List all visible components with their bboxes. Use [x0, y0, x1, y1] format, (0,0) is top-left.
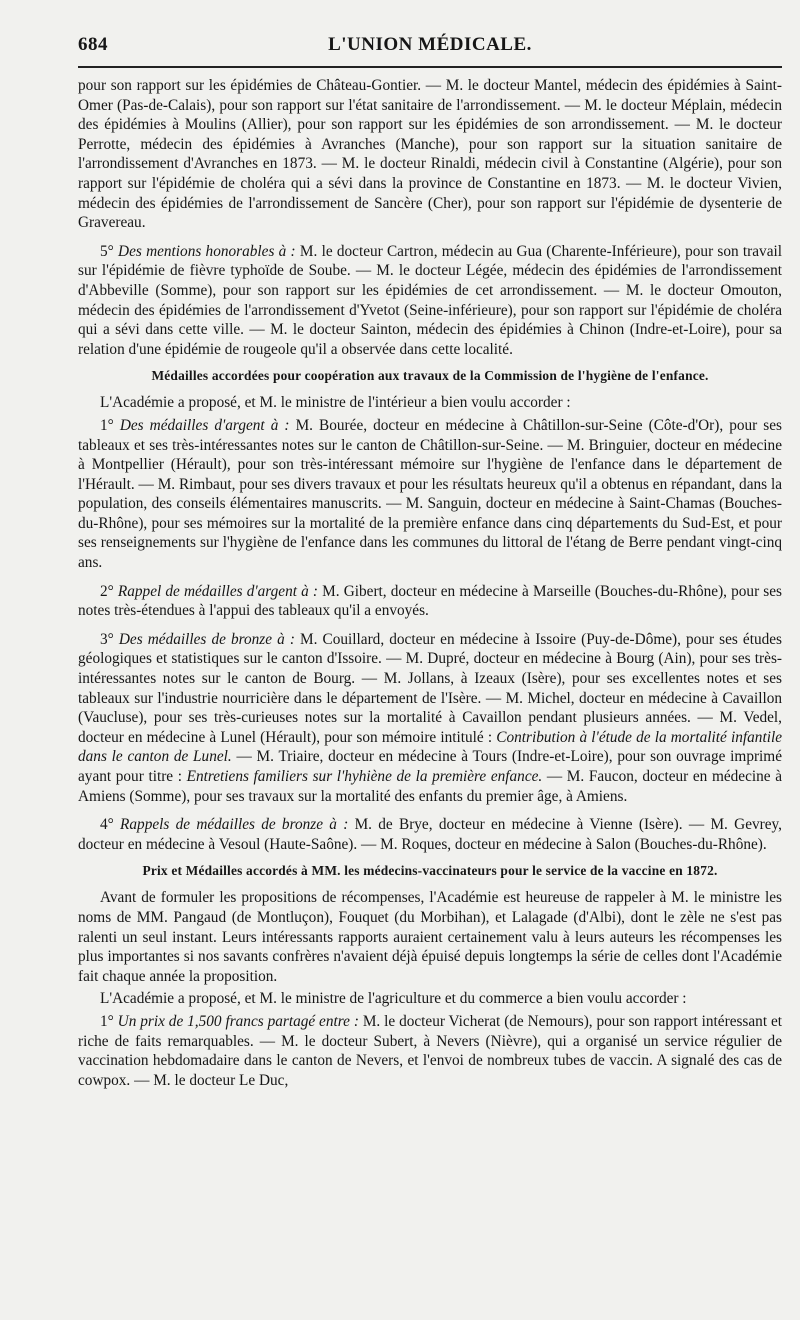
paragraph-honorable-mentions: [78, 242, 782, 360]
section-heading-child-hygiene: Médailles accordées pour coopération aux travaux de la Commission de l'hygiène de l'enfance.: [151, 368, 709, 384]
work-title: Entretiens familiers sur l'hyhiène de la première enfance.: [186, 768, 543, 785]
header-rule: [78, 66, 782, 68]
paragraph-silver-recall: [78, 582, 782, 621]
paragraph-text: M. Couillard, docteur en médecine à Issoire (Puy-de-Dôme), pour ses études géologiques et statistiques sur le canton d'Issoire. — M. Dupré, docteur en médecine à Bourg (Ain), pour ses très-intéressantes notes sur le canton de Bourg. — M. Jollans, à Izeaux (Isère), pour ses excellentes notes et ses tableaux sur l'industrie nourricière dans le département de l'Isère. — M. Michel, docteur en médecine à Cavaillon (Vaucluse), pour ses très-curieuses notes sur la mortalité à Cavaillon pendant plusieurs années. — M. Vedel, docteur en médecine à Lunel (Hérault), pour son mémoire intitulé :: [78, 630, 783, 746]
paragraph-academy-proposal: [78, 393, 782, 413]
paragraph-text: L'Académie a proposé, et M. le ministre de l'intérieur a bien voulu accorder :: [100, 394, 571, 412]
list-number: 2°: [100, 582, 118, 600]
list-number: 1°: [100, 416, 120, 434]
list-number: 1°: [100, 1012, 118, 1030]
article-body: [78, 76, 782, 1093]
paragraph-vaccine-intro: [78, 888, 782, 986]
section-label: Des mentions honorables à :: [118, 242, 296, 260]
page-number: 684: [78, 34, 108, 55]
section-label: Rappel de médailles d'argent à :: [117, 582, 319, 600]
section-label: Rappels de médailles de bronze à :: [120, 816, 349, 834]
paragraph-bronze-medals: [78, 630, 782, 806]
paragraph-text: pour son rapport sur les épidémies de Château-Gontier. — M. le docteur Mantel, médecin des épidémies à Saint-Omer (Pas-de-Calais), pour son rapport sur l'état sanitaire de l'arrondissement. — M. le docteur Méplain, médecin des épidémies à Moulins (Allier), pour son rapport sur les épidémies de son arrondissement. — M. le docteur Perrotte, médecin des épidémies à Avranches (Manche), pour son rapport sur la situation sanitaire de l'arrondissement d'Avranches en 1873. — M. le docteur Rinaldi, médecin civil à Constantine (Algérie), pour son rapport sur l'épidémie de choléra qui a sévi dans la province de Constantine en 1873. — M. le docteur Vivien, médecin des épidémies de l'arrondissement de Sancère (Cher), pour son rapport sur l'épidémie de dysenterie de Gravereau.: [78, 77, 782, 232]
list-number: 3°: [100, 630, 119, 648]
journal-title: L'UNION MÉDICALE.: [328, 34, 532, 55]
list-number: 4°: [100, 816, 121, 834]
paragraph-text: M. Bourée, docteur en médecine à Châtillon-sur-Seine (Côte-d'Or), pour ses tableaux et ses très-intéressantes notes sur le canton de Châtillon-sur-Seine. — M. Bringuier, docteur en médecine à Montpellier (Hérault), pour son très-intéressant mémoire sur l'hygiène de l'enfance dans le département de l'Hérault. — M. Rimbaut, pour ses divers travaux et pour les résultats heureux qu'il a obtenus en répandant, dans la population, des conseils élémentaires manuscrits. — M. Sanguin, docteur en médecine à Saint-Chamas (Bouches-du-Rhône), pour ses mémoires sur la mortalité de la première enfance dans cinq départements du Sud-Est, et pour ses renseignements sur l'hygiène de l'enfance dans les communes du littoral de l'étang de Berre pendant vingt-cinq ans.: [78, 416, 782, 572]
paragraph-text: — M. Triaire, docteur en médecine à Tours (Indre-et-Loire), pour son ouvrage imprimé ayant pour titre :: [78, 748, 782, 785]
section-label: Un prix de 1,500 francs partagé entre :: [117, 1012, 359, 1030]
section-label: Des médailles d'argent à :: [119, 416, 290, 434]
paragraph-silver-medals: [78, 416, 782, 573]
work-title: Contribution à l'étude de la mortalité infantile dans le canton de Lunel.: [78, 728, 782, 766]
paragraph-text: M. le docteur Vicherat (de Nemours), pour son rapport intéressant et riche de faits remarquables. — M. le docteur Subert, à Nevers (Nièvre), qui a organisé un service régulier de vaccination hebdomadaire dans le canton de Nevers, et l'envoi de nombreux tubes de vaccin. A signalé des cas de cowpox. — M. le docteur Le Duc,: [78, 1012, 783, 1089]
paragraph-text: M. Gibert, docteur en médecine à Marseille (Bouches-du-Rhône), pour ses notes très-étendues à l'appui des tableaux qu'il a envoyés.: [78, 582, 783, 620]
section-label: Des médailles de bronze à :: [118, 630, 295, 648]
paragraph-ministry-grant: [78, 989, 782, 1009]
paragraph-epidemic-reports: [78, 76, 782, 233]
paragraph-text: Avant de formuler les propositions de récompenses, l'Académie est heureuse de rappeler à M. le ministre les noms de MM. Pangaud (de Montluçon), Fouquet (du Morbihan), et Lalagade (d'Albi), dont le zèle ne s'est pas ralenti un seul instant. Leurs intéressants rapports auraient certainement valu à leurs auteurs les récompenses les plus importantes si nos savants confrères n'avaient déjà épuisé depuis longtemps la série de celles dont l'Académie fait chaque année la proposition.: [78, 889, 782, 985]
paragraph-prize: [78, 1012, 782, 1090]
paragraph-text: — M. Faucon, docteur en médecine à Amiens (Somme), pour ses travaux sur la mortalité des enfants du premier âge, à Amiens.: [78, 768, 782, 805]
list-number: 5°: [100, 242, 119, 260]
paragraph-text: L'Académie a proposé, et M. le ministre de l'agriculture et du commerce a bien voulu accorder :: [100, 990, 687, 1008]
section-heading-vaccine: Prix et Médailles accordés à MM. les médecins-vaccinateurs pour le service de la vaccine en 1872.: [142, 863, 718, 879]
page-header: [78, 34, 782, 58]
paragraph-bronze-recall: [78, 815, 782, 854]
paragraph-text: M. de Brye, docteur en médecine à Vienne (Isère). — M. Gevrey, docteur en médecine à Vesoul (Haute-Saône). — M. Roques, docteur en médecine à Salon (Bouches-du-Rhône).: [78, 816, 782, 853]
document-page: [78, 0, 782, 1320]
paragraph-text: M. le docteur Cartron, médecin au Gua (Charente-Inférieure), pour son travail sur l'épidémie de fièvre typhoïde de Soube. — M. le docteur Légée, médecin des épidémies de l'arrondissement d'Abbeville (Somme), pour son rapport sur les épidémies de cet arrondissement. — M. le docteur Omouton, médecin des épidémies de l'arrondissement d'Yvetot (Seine-inférieure), pour son rapport sur l'épidémie de choléra qui a sévi dans cette ville. — M. le docteur Sainton, médecin des épidémies à Chinon (Indre-et-Loire), pour sa relation d'une épidémie de rougeole qu'il a observée dans cette localité.: [78, 242, 782, 358]
